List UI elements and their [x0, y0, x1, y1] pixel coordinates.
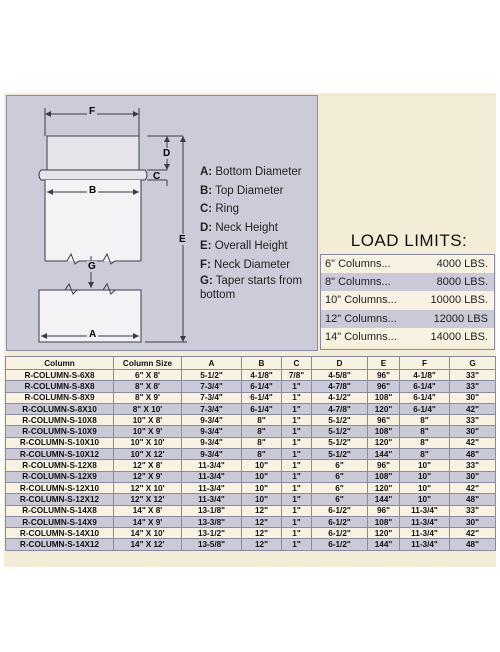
header-c: C — [282, 357, 312, 370]
table-cell: 1" — [282, 516, 312, 527]
table-cell: 6" — [312, 471, 368, 482]
table-cell: 7-3/4" — [182, 403, 242, 414]
table-row — [6, 494, 496, 505]
dim-label-g: G — [88, 261, 96, 272]
table-cell: 10" — [242, 482, 282, 493]
table-cell: 6-1/4" — [400, 381, 450, 392]
table-cell: 12" — [242, 516, 282, 527]
table-row — [6, 370, 496, 381]
table-cell: 14" X 8' — [114, 505, 182, 516]
table-cell: R-COLUMN-S-14X8 — [6, 505, 114, 516]
table-cell: 9-3/4" — [182, 437, 242, 448]
table-cell: 10" X 9' — [114, 426, 182, 437]
table-row — [6, 392, 496, 403]
table-cell: 1" — [282, 426, 312, 437]
table-cell: 7-3/4" — [182, 392, 242, 403]
table-cell: 10" X 10' — [114, 437, 182, 448]
table-cell: 11-3/4" — [182, 482, 242, 493]
table-cell: 1" — [282, 528, 312, 539]
table-cell: 13-3/8" — [182, 516, 242, 527]
table-cell: 6-1/4" — [242, 403, 282, 414]
table-cell: 33" — [450, 370, 496, 381]
table-cell: 1" — [282, 494, 312, 505]
table-cell: 42" — [450, 482, 496, 493]
table-cell: 8" — [400, 437, 450, 448]
table-cell: R-COLUMN-S-8X9 — [6, 392, 114, 403]
table-cell: 14" X 12' — [114, 539, 182, 550]
table-cell: 4-1/2" — [312, 392, 368, 403]
table-cell: 8" — [400, 415, 450, 426]
table-cell: 6-1/4" — [400, 403, 450, 414]
table-cell: 5-1/2" — [312, 415, 368, 426]
load-limits-title: LOAD LIMITS: — [350, 231, 468, 250]
table-row — [6, 449, 496, 460]
table-cell: 11-3/4" — [182, 460, 242, 471]
table-cell: 120" — [368, 437, 400, 448]
table-cell: 120" — [368, 528, 400, 539]
table-cell: 4-1/8" — [400, 370, 450, 381]
table-cell: 42" — [450, 437, 496, 448]
table-cell: 8" — [242, 437, 282, 448]
table-cell: R-COLUMN-S-12X9 — [6, 471, 114, 482]
table-cell: R-COLUMN-S-12X12 — [6, 494, 114, 505]
table-cell: 1" — [282, 482, 312, 493]
dim-label-e: E — [179, 234, 186, 245]
table-cell: R-COLUMN-S-14X12 — [6, 539, 114, 550]
table-cell: 11-3/4" — [400, 539, 450, 550]
table-cell: 12" — [242, 505, 282, 516]
table-cell: 8" — [242, 449, 282, 460]
table-cell: 30" — [450, 392, 496, 403]
table-cell: 9-3/4" — [182, 426, 242, 437]
table-cell: 144" — [368, 494, 400, 505]
legend-item-g: G: Taper starts from — [200, 275, 303, 287]
table-cell: 14" X 9' — [114, 516, 182, 527]
table-cell: 6-1/4" — [242, 392, 282, 403]
dim-label-d: D — [163, 148, 171, 159]
table-cell: 1" — [282, 505, 312, 516]
table-cell: 30" — [450, 516, 496, 527]
dim-label-f: F — [89, 106, 96, 117]
table-cell: 1" — [282, 381, 312, 392]
table-cell: 96" — [368, 505, 400, 516]
table-cell: 108" — [368, 471, 400, 482]
table-cell: R-COLUMN-S-12X8 — [6, 460, 114, 471]
load-row: 12" Columns... 12000 LBS — [321, 310, 494, 328]
table-cell: 7/8" — [282, 370, 312, 381]
table-cell: 33" — [450, 460, 496, 471]
table-cell: 1" — [282, 449, 312, 460]
table-cell: 5-1/2" — [312, 437, 368, 448]
table-cell: 33" — [450, 381, 496, 392]
legend-item-c: C: Ring — [200, 203, 239, 215]
table-cell: 144" — [368, 539, 400, 550]
table-row — [6, 516, 496, 527]
table-cell: 6-1/2" — [312, 516, 368, 527]
table-row — [6, 415, 496, 426]
load-row: 10" Columns... 10000 LBS. — [321, 291, 494, 309]
table-cell: 48" — [450, 449, 496, 460]
table-cell: 8" — [400, 449, 450, 460]
table-cell: 96" — [368, 460, 400, 471]
legend-item-g-cont: bottom — [200, 289, 236, 301]
table-row — [6, 505, 496, 516]
header-e: E — [368, 357, 400, 370]
table-cell: R-COLUMN-S-10X12 — [6, 449, 114, 460]
dim-label-b: B — [89, 185, 97, 196]
table-cell: 7-3/4" — [182, 381, 242, 392]
table-cell: 1" — [282, 392, 312, 403]
table-cell: 4-5/8" — [312, 370, 368, 381]
table-cell: 13-1/8" — [182, 505, 242, 516]
table-cell: 6" X 8' — [114, 370, 182, 381]
table-cell: 10" — [242, 471, 282, 482]
table-row — [6, 539, 496, 550]
header-column-size: Column Size — [114, 357, 182, 370]
table-cell: 1" — [282, 460, 312, 471]
table-cell: 6-1/4" — [242, 381, 282, 392]
table-row — [6, 381, 496, 392]
table-row — [6, 426, 496, 437]
table-cell: 5-1/2" — [312, 426, 368, 437]
dim-label-c: C — [153, 171, 161, 182]
table-cell: 6-1/4" — [400, 392, 450, 403]
table-cell: 8" — [242, 426, 282, 437]
table-cell: 120" — [368, 403, 400, 414]
table-cell: 4-1/8" — [242, 370, 282, 381]
table-cell: 1" — [282, 403, 312, 414]
table-row — [6, 460, 496, 471]
table-cell: 42" — [450, 528, 496, 539]
table-cell: R-COLUMN-S-12X10 — [6, 482, 114, 493]
table-row — [6, 482, 496, 493]
table-cell: 108" — [368, 426, 400, 437]
table-cell: 30" — [450, 426, 496, 437]
table-cell: 12" X 8' — [114, 460, 182, 471]
table-cell: 10" — [400, 460, 450, 471]
header-a: A — [182, 357, 242, 370]
table-cell: 12" X 10' — [114, 482, 182, 493]
table-cell: R-COLUMN-S-14X9 — [6, 516, 114, 527]
load-row: 6" Columns... 4000 LBS. — [321, 255, 494, 273]
dim-label-a: A — [89, 329, 97, 340]
header-f: F — [400, 357, 450, 370]
table-cell: 5-1/2" — [312, 449, 368, 460]
table-cell: 11-3/4" — [182, 494, 242, 505]
table-row — [6, 528, 496, 539]
header-column: Column — [6, 357, 114, 370]
table-cell: 6" — [312, 482, 368, 493]
table-cell: 10" — [400, 482, 450, 493]
table-cell: 12" X 12' — [114, 494, 182, 505]
table-cell: 6" — [312, 460, 368, 471]
table-cell: 6" — [312, 494, 368, 505]
table-cell: 108" — [368, 516, 400, 527]
header-b: B — [242, 357, 282, 370]
table-cell: 8" X 10' — [114, 403, 182, 414]
table-cell: R-COLUMN-S-14X10 — [6, 528, 114, 539]
table-row — [6, 403, 496, 414]
table-cell: 1" — [282, 471, 312, 482]
table-cell: 8" — [242, 415, 282, 426]
table-cell: 4-7/8" — [312, 381, 368, 392]
header-g: G — [450, 357, 496, 370]
table-cell: 1" — [282, 415, 312, 426]
column-spec-table — [5, 356, 496, 551]
table-cell: R-COLUMN-S-10X9 — [6, 426, 114, 437]
table-cell: R-COLUMN-S-10X10 — [6, 437, 114, 448]
table-cell: 9-3/4" — [182, 449, 242, 460]
table-cell: 8" X 9' — [114, 392, 182, 403]
legend-item-a: A: Bottom Diameter — [200, 166, 302, 178]
table-cell: 10" X 8' — [114, 415, 182, 426]
table-cell: 10" X 12' — [114, 449, 182, 460]
load-row: 8" Columns... 8000 LBS. — [321, 273, 494, 291]
table-cell: 42" — [450, 403, 496, 414]
table-cell: 10" — [400, 471, 450, 482]
table-cell: 10" — [400, 494, 450, 505]
table-cell: R-COLUMN-S-10X8 — [6, 415, 114, 426]
table-cell: 96" — [368, 415, 400, 426]
table-cell: 4-7/8" — [312, 403, 368, 414]
table-cell: 96" — [368, 370, 400, 381]
table-cell: 14" X 10' — [114, 528, 182, 539]
table-cell: 6-1/2" — [312, 539, 368, 550]
table-cell: 11-3/4" — [400, 505, 450, 516]
table-cell: R-COLUMN-S-6X8 — [6, 370, 114, 381]
table-cell: 96" — [368, 381, 400, 392]
table-cell: 12" X 9' — [114, 471, 182, 482]
table-cell: 13-1/2" — [182, 528, 242, 539]
table-cell: 120" — [368, 482, 400, 493]
table-cell: 11-3/4" — [400, 516, 450, 527]
legend-item-e: E: Overall Height — [200, 240, 288, 252]
dimension-legend — [200, 163, 302, 302]
load-row: 14" Columns... 14000 LBS. — [321, 328, 494, 346]
table-cell: R-COLUMN-S-8X10 — [6, 403, 114, 414]
legend-item-f: F: Neck Diameter — [200, 258, 291, 271]
table-cell: 108" — [368, 392, 400, 403]
table-cell: R-COLUMN-S-8X8 — [6, 381, 114, 392]
table-cell: 11-3/4" — [400, 528, 450, 539]
table-cell: 48" — [450, 539, 496, 550]
table-cell: 144" — [368, 449, 400, 460]
table-cell: 48" — [450, 494, 496, 505]
table-cell: 1" — [282, 539, 312, 550]
table-cell: 30" — [450, 471, 496, 482]
table-cell: 33" — [450, 505, 496, 516]
load-limits-table — [321, 255, 494, 346]
table-cell: 33" — [450, 415, 496, 426]
table-cell: 8" X 8' — [114, 381, 182, 392]
table-cell: 6-1/2" — [312, 505, 368, 516]
table-cell: 8" — [400, 426, 450, 437]
table-cell: 11-3/4" — [182, 471, 242, 482]
legend-item-d: D: Neck Height — [200, 221, 278, 234]
table-cell: 10" — [242, 494, 282, 505]
table-cell: 12" — [242, 528, 282, 539]
table-cell: 10" — [242, 460, 282, 471]
table-row — [6, 437, 496, 448]
table-cell: 12" — [242, 539, 282, 550]
table-row — [6, 471, 496, 482]
table-cell: 9-3/4" — [182, 415, 242, 426]
table-cell: 13-5/8" — [182, 539, 242, 550]
header-d: D — [312, 357, 368, 370]
legend-item-b: B: Top Diameter — [200, 184, 284, 197]
table-cell: 1" — [282, 437, 312, 448]
table-cell: 6-1/2" — [312, 528, 368, 539]
spec-header-row — [6, 357, 496, 370]
table-cell: 5-1/2" — [182, 370, 242, 381]
